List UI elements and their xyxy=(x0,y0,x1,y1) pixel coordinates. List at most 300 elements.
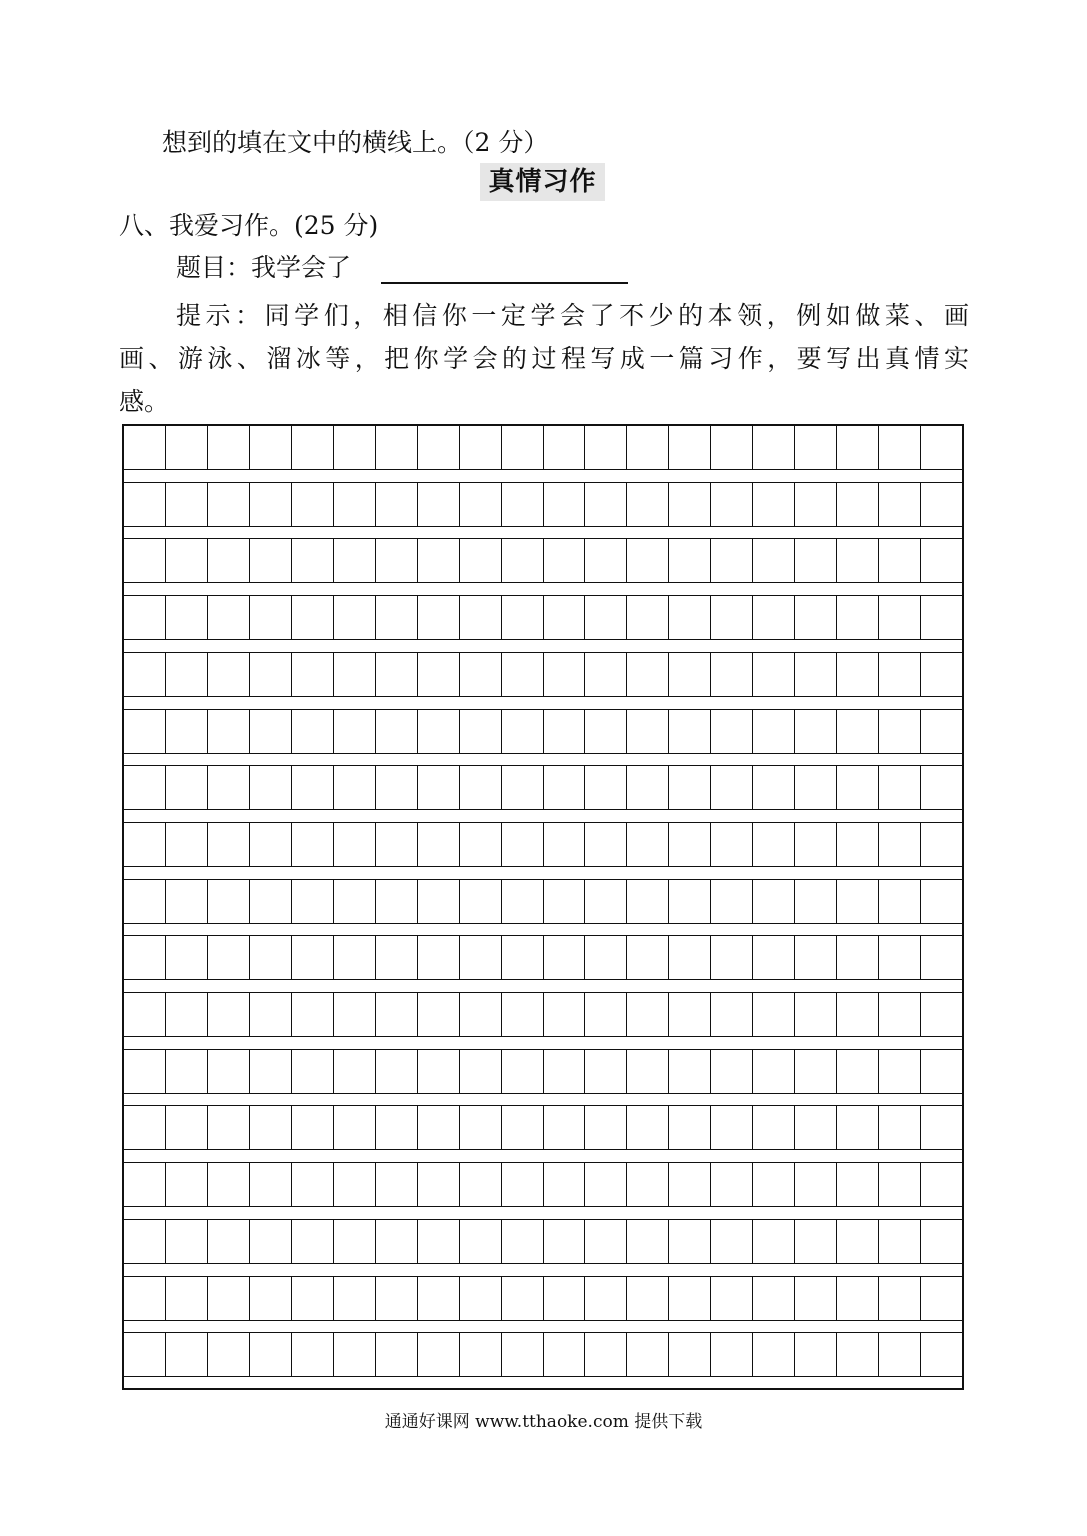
grid-cell[interactable] xyxy=(418,993,460,1036)
grid-cell[interactable] xyxy=(795,766,837,809)
grid-cell[interactable] xyxy=(292,539,334,582)
grid-cell[interactable] xyxy=(376,1333,418,1376)
grid-cell[interactable] xyxy=(711,653,753,696)
grid-cell[interactable] xyxy=(502,596,544,639)
grid-cell[interactable] xyxy=(753,1277,795,1320)
grid-cell[interactable] xyxy=(795,596,837,639)
grid-cell[interactable] xyxy=(669,483,711,526)
grid-cell[interactable] xyxy=(376,880,418,923)
grid-cell[interactable] xyxy=(544,483,586,526)
grid-cell[interactable] xyxy=(669,880,711,923)
grid-cell[interactable] xyxy=(585,653,627,696)
grid-cell[interactable] xyxy=(669,1163,711,1206)
grid-cell[interactable] xyxy=(166,539,208,582)
grid-cell[interactable] xyxy=(292,1277,334,1320)
grid-cell[interactable] xyxy=(544,1163,586,1206)
grid-cell[interactable] xyxy=(879,1220,921,1263)
grid-cell[interactable] xyxy=(460,880,502,923)
grid-cell[interactable] xyxy=(837,1050,879,1093)
grid-cell[interactable] xyxy=(502,823,544,866)
grid-cell[interactable] xyxy=(376,823,418,866)
grid-cell[interactable] xyxy=(585,539,627,582)
grid-cell[interactable] xyxy=(292,653,334,696)
grid-cell[interactable] xyxy=(585,1277,627,1320)
grid-cell[interactable] xyxy=(879,710,921,753)
grid-cell[interactable] xyxy=(166,1106,208,1149)
grid-cell[interactable] xyxy=(208,823,250,866)
grid-cell[interactable] xyxy=(292,1050,334,1093)
grid-cell[interactable] xyxy=(250,880,292,923)
grid-cell[interactable] xyxy=(753,426,795,469)
grid-cell[interactable] xyxy=(837,1106,879,1149)
grid-cell[interactable] xyxy=(376,596,418,639)
grid-cell[interactable] xyxy=(795,1050,837,1093)
grid-cell[interactable] xyxy=(250,1050,292,1093)
grid-cell[interactable] xyxy=(124,1220,166,1263)
grid-cell[interactable] xyxy=(753,936,795,979)
grid-cell[interactable] xyxy=(460,596,502,639)
grid-cell[interactable] xyxy=(502,1163,544,1206)
grid-cell[interactable] xyxy=(166,596,208,639)
grid-cell[interactable] xyxy=(292,426,334,469)
grid-cell[interactable] xyxy=(418,1050,460,1093)
grid-cell[interactable] xyxy=(669,1106,711,1149)
grid-cell[interactable] xyxy=(418,823,460,866)
grid-cell[interactable] xyxy=(376,936,418,979)
grid-cell[interactable] xyxy=(208,653,250,696)
grid-cell[interactable] xyxy=(124,539,166,582)
grid-cell[interactable] xyxy=(921,1220,962,1263)
grid-cell[interactable] xyxy=(753,596,795,639)
grid-cell[interactable] xyxy=(627,483,669,526)
grid-cell[interactable] xyxy=(879,936,921,979)
grid-cell[interactable] xyxy=(334,653,376,696)
grid-cell[interactable] xyxy=(669,766,711,809)
grid-cell[interactable] xyxy=(879,1050,921,1093)
grid-cell[interactable] xyxy=(208,936,250,979)
grid-cell[interactable] xyxy=(795,483,837,526)
grid-cell[interactable] xyxy=(795,710,837,753)
grid-cell[interactable] xyxy=(753,483,795,526)
grid-cell[interactable] xyxy=(627,426,669,469)
grid-cell[interactable] xyxy=(250,1163,292,1206)
grid-cell[interactable] xyxy=(418,936,460,979)
grid-cell[interactable] xyxy=(208,1333,250,1376)
grid-cell[interactable] xyxy=(292,766,334,809)
grid-cell[interactable] xyxy=(921,539,962,582)
grid-cell[interactable] xyxy=(208,1050,250,1093)
grid-cell[interactable] xyxy=(334,710,376,753)
grid-cell[interactable] xyxy=(334,936,376,979)
grid-cell[interactable] xyxy=(418,426,460,469)
grid-cell[interactable] xyxy=(627,880,669,923)
grid-cell[interactable] xyxy=(544,1220,586,1263)
grid-cell[interactable] xyxy=(879,653,921,696)
grid-cell[interactable] xyxy=(544,766,586,809)
grid-cell[interactable] xyxy=(124,823,166,866)
grid-cell[interactable] xyxy=(544,596,586,639)
grid-cell[interactable] xyxy=(627,1333,669,1376)
grid-cell[interactable] xyxy=(585,823,627,866)
grid-cell[interactable] xyxy=(921,1333,962,1376)
grid-cell[interactable] xyxy=(753,710,795,753)
grid-cell[interactable] xyxy=(250,936,292,979)
grid-cell[interactable] xyxy=(753,1333,795,1376)
grid-cell[interactable] xyxy=(376,993,418,1036)
grid-cell[interactable] xyxy=(124,653,166,696)
grid-cell[interactable] xyxy=(544,936,586,979)
grid-cell[interactable] xyxy=(627,1050,669,1093)
grid-cell[interactable] xyxy=(376,1277,418,1320)
grid-cell[interactable] xyxy=(418,1163,460,1206)
grid-cell[interactable] xyxy=(376,483,418,526)
grid-cell[interactable] xyxy=(837,653,879,696)
grid-cell[interactable] xyxy=(627,653,669,696)
grid-cell[interactable] xyxy=(376,539,418,582)
grid-cell[interactable] xyxy=(753,1163,795,1206)
grid-cell[interactable] xyxy=(753,1106,795,1149)
grid-cell[interactable] xyxy=(879,993,921,1036)
grid-cell[interactable] xyxy=(166,653,208,696)
grid-cell[interactable] xyxy=(795,936,837,979)
grid-cell[interactable] xyxy=(627,1220,669,1263)
grid-cell[interactable] xyxy=(544,880,586,923)
grid-cell[interactable] xyxy=(460,653,502,696)
grid-cell[interactable] xyxy=(921,596,962,639)
grid-cell[interactable] xyxy=(166,710,208,753)
grid-cell[interactable] xyxy=(669,823,711,866)
grid-cell[interactable] xyxy=(544,1333,586,1376)
grid-cell[interactable] xyxy=(669,596,711,639)
grid-cell[interactable] xyxy=(711,880,753,923)
grid-cell[interactable] xyxy=(795,1220,837,1263)
grid-cell[interactable] xyxy=(376,1050,418,1093)
grid-cell[interactable] xyxy=(711,823,753,866)
grid-cell[interactable] xyxy=(669,1220,711,1263)
grid-cell[interactable] xyxy=(921,936,962,979)
grid-cell[interactable] xyxy=(837,539,879,582)
grid-cell[interactable] xyxy=(334,1163,376,1206)
grid-cell[interactable] xyxy=(669,993,711,1036)
grid-cell[interactable] xyxy=(879,596,921,639)
grid-cell[interactable] xyxy=(376,710,418,753)
grid-cell[interactable] xyxy=(124,483,166,526)
grid-cell[interactable] xyxy=(334,1050,376,1093)
grid-cell[interactable] xyxy=(627,596,669,639)
grid-cell[interactable] xyxy=(418,766,460,809)
grid-cell[interactable] xyxy=(502,653,544,696)
grid-cell[interactable] xyxy=(585,710,627,753)
grid-cell[interactable] xyxy=(837,993,879,1036)
grid-cell[interactable] xyxy=(250,539,292,582)
grid-cell[interactable] xyxy=(921,766,962,809)
grid-cell[interactable] xyxy=(250,596,292,639)
grid-cell[interactable] xyxy=(460,483,502,526)
grid-cell[interactable] xyxy=(292,1106,334,1149)
grid-cell[interactable] xyxy=(250,1106,292,1149)
grid-cell[interactable] xyxy=(711,1106,753,1149)
grid-cell[interactable] xyxy=(376,426,418,469)
grid-cell[interactable] xyxy=(124,993,166,1036)
grid-cell[interactable] xyxy=(669,1050,711,1093)
grid-cell[interactable] xyxy=(795,426,837,469)
grid-cell[interactable] xyxy=(544,1050,586,1093)
grid-cell[interactable] xyxy=(460,1106,502,1149)
grid-cell[interactable] xyxy=(837,483,879,526)
grid-cell[interactable] xyxy=(166,936,208,979)
grid-cell[interactable] xyxy=(166,1050,208,1093)
grid-cell[interactable] xyxy=(460,936,502,979)
grid-cell[interactable] xyxy=(837,1220,879,1263)
grid-cell[interactable] xyxy=(711,426,753,469)
grid-cell[interactable] xyxy=(585,1163,627,1206)
grid-cell[interactable] xyxy=(879,766,921,809)
grid-cell[interactable] xyxy=(418,1333,460,1376)
grid-cell[interactable] xyxy=(124,936,166,979)
grid-cell[interactable] xyxy=(711,936,753,979)
grid-cell[interactable] xyxy=(795,823,837,866)
grid-cell[interactable] xyxy=(837,936,879,979)
grid-cell[interactable] xyxy=(879,539,921,582)
grid-cell[interactable] xyxy=(585,1333,627,1376)
grid-cell[interactable] xyxy=(544,426,586,469)
grid-cell[interactable] xyxy=(753,993,795,1036)
grid-cell[interactable] xyxy=(292,596,334,639)
grid-cell[interactable] xyxy=(250,766,292,809)
grid-cell[interactable] xyxy=(208,483,250,526)
grid-cell[interactable] xyxy=(921,426,962,469)
grid-cell[interactable] xyxy=(585,426,627,469)
grid-cell[interactable] xyxy=(921,710,962,753)
grid-cell[interactable] xyxy=(124,1163,166,1206)
grid-cell[interactable] xyxy=(795,653,837,696)
grid-cell[interactable] xyxy=(544,653,586,696)
grid-cell[interactable] xyxy=(711,1163,753,1206)
grid-cell[interactable] xyxy=(921,1106,962,1149)
grid-cell[interactable] xyxy=(208,596,250,639)
grid-cell[interactable] xyxy=(585,1220,627,1263)
grid-cell[interactable] xyxy=(460,993,502,1036)
grid-cell[interactable] xyxy=(292,1333,334,1376)
grid-cell[interactable] xyxy=(460,1220,502,1263)
grid-cell[interactable] xyxy=(166,1277,208,1320)
grid-cell[interactable] xyxy=(585,596,627,639)
grid-cell[interactable] xyxy=(921,1050,962,1093)
grid-cell[interactable] xyxy=(418,1106,460,1149)
grid-cell[interactable] xyxy=(544,993,586,1036)
grid-cell[interactable] xyxy=(753,880,795,923)
grid-cell[interactable] xyxy=(627,1277,669,1320)
grid-cell[interactable] xyxy=(250,1277,292,1320)
grid-cell[interactable] xyxy=(124,426,166,469)
grid-cell[interactable] xyxy=(837,1333,879,1376)
grid-cell[interactable] xyxy=(837,823,879,866)
grid-cell[interactable] xyxy=(795,1277,837,1320)
grid-cell[interactable] xyxy=(795,993,837,1036)
grid-cell[interactable] xyxy=(669,1333,711,1376)
grid-cell[interactable] xyxy=(585,880,627,923)
grid-cell[interactable] xyxy=(334,483,376,526)
grid-cell[interactable] xyxy=(544,1106,586,1149)
grid-cell[interactable] xyxy=(921,1163,962,1206)
grid-cell[interactable] xyxy=(166,993,208,1036)
grid-cell[interactable] xyxy=(502,1333,544,1376)
grid-cell[interactable] xyxy=(627,823,669,866)
grid-cell[interactable] xyxy=(124,710,166,753)
grid-cell[interactable] xyxy=(124,1277,166,1320)
grid-cell[interactable] xyxy=(921,483,962,526)
grid-cell[interactable] xyxy=(502,766,544,809)
grid-cell[interactable] xyxy=(753,1220,795,1263)
grid-cell[interactable] xyxy=(795,1106,837,1149)
grid-cell[interactable] xyxy=(837,596,879,639)
grid-cell[interactable] xyxy=(711,993,753,1036)
grid-cell[interactable] xyxy=(208,993,250,1036)
grid-cell[interactable] xyxy=(879,1106,921,1149)
grid-cell[interactable] xyxy=(166,880,208,923)
grid-cell[interactable] xyxy=(627,1163,669,1206)
grid-cell[interactable] xyxy=(753,653,795,696)
grid-cell[interactable] xyxy=(334,823,376,866)
grid-cell[interactable] xyxy=(292,993,334,1036)
grid-cell[interactable] xyxy=(334,1220,376,1263)
grid-cell[interactable] xyxy=(921,823,962,866)
grid-cell[interactable] xyxy=(669,426,711,469)
grid-cell[interactable] xyxy=(837,766,879,809)
grid-cell[interactable] xyxy=(795,539,837,582)
grid-cell[interactable] xyxy=(376,1106,418,1149)
grid-cell[interactable] xyxy=(837,1163,879,1206)
grid-cell[interactable] xyxy=(376,1220,418,1263)
grid-cell[interactable] xyxy=(502,426,544,469)
grid-cell[interactable] xyxy=(124,1050,166,1093)
grid-cell[interactable] xyxy=(585,993,627,1036)
grid-cell[interactable] xyxy=(334,766,376,809)
grid-cell[interactable] xyxy=(879,1277,921,1320)
grid-cell[interactable] xyxy=(166,1333,208,1376)
grid-cell[interactable] xyxy=(250,653,292,696)
grid-cell[interactable] xyxy=(250,993,292,1036)
grid-cell[interactable] xyxy=(292,880,334,923)
grid-cell[interactable] xyxy=(208,1220,250,1263)
grid-cell[interactable] xyxy=(753,766,795,809)
grid-cell[interactable] xyxy=(418,710,460,753)
grid-cell[interactable] xyxy=(376,1163,418,1206)
grid-cell[interactable] xyxy=(418,880,460,923)
grid-cell[interactable] xyxy=(879,823,921,866)
grid-cell[interactable] xyxy=(208,426,250,469)
grid-cell[interactable] xyxy=(544,823,586,866)
grid-cell[interactable] xyxy=(837,1277,879,1320)
grid-cell[interactable] xyxy=(585,483,627,526)
grid-cell[interactable] xyxy=(418,1220,460,1263)
grid-cell[interactable] xyxy=(921,1277,962,1320)
grid-cell[interactable] xyxy=(292,823,334,866)
grid-cell[interactable] xyxy=(208,766,250,809)
grid-cell[interactable] xyxy=(627,993,669,1036)
grid-cell[interactable] xyxy=(921,993,962,1036)
grid-cell[interactable] xyxy=(418,1277,460,1320)
grid-cell[interactable] xyxy=(292,710,334,753)
grid-cell[interactable] xyxy=(334,1333,376,1376)
grid-cell[interactable] xyxy=(795,1163,837,1206)
grid-cell[interactable] xyxy=(879,426,921,469)
grid-cell[interactable] xyxy=(544,1277,586,1320)
grid-cell[interactable] xyxy=(334,539,376,582)
grid-cell[interactable] xyxy=(208,880,250,923)
grid-cell[interactable] xyxy=(711,596,753,639)
grid-cell[interactable] xyxy=(627,710,669,753)
grid-cell[interactable] xyxy=(124,1333,166,1376)
grid-cell[interactable] xyxy=(166,823,208,866)
grid-cell[interactable] xyxy=(460,766,502,809)
grid-cell[interactable] xyxy=(418,483,460,526)
grid-cell[interactable] xyxy=(376,766,418,809)
grid-cell[interactable] xyxy=(460,710,502,753)
grid-cell[interactable] xyxy=(208,1277,250,1320)
grid-cell[interactable] xyxy=(334,880,376,923)
grid-cell[interactable] xyxy=(460,1333,502,1376)
grid-cell[interactable] xyxy=(460,1050,502,1093)
grid-cell[interactable] xyxy=(460,1163,502,1206)
grid-cell[interactable] xyxy=(669,653,711,696)
grid-cell[interactable] xyxy=(585,1050,627,1093)
grid-cell[interactable] xyxy=(166,483,208,526)
grid-cell[interactable] xyxy=(124,766,166,809)
grid-cell[interactable] xyxy=(837,880,879,923)
grid-cell[interactable] xyxy=(502,936,544,979)
grid-cell[interactable] xyxy=(418,653,460,696)
grid-cell[interactable] xyxy=(585,1106,627,1149)
grid-cell[interactable] xyxy=(334,596,376,639)
grid-cell[interactable] xyxy=(334,993,376,1036)
grid-cell[interactable] xyxy=(627,766,669,809)
grid-cell[interactable] xyxy=(795,880,837,923)
grid-cell[interactable] xyxy=(460,823,502,866)
grid-cell[interactable] xyxy=(627,1106,669,1149)
grid-cell[interactable] xyxy=(208,710,250,753)
grid-cell[interactable] xyxy=(250,710,292,753)
grid-cell[interactable] xyxy=(166,1220,208,1263)
grid-cell[interactable] xyxy=(502,1050,544,1093)
grid-cell[interactable] xyxy=(166,766,208,809)
grid-cell[interactable] xyxy=(837,710,879,753)
grid-cell[interactable] xyxy=(334,1106,376,1149)
grid-cell[interactable] xyxy=(879,1333,921,1376)
grid-cell[interactable] xyxy=(711,1277,753,1320)
grid-cell[interactable] xyxy=(921,880,962,923)
grid-cell[interactable] xyxy=(502,993,544,1036)
grid-cell[interactable] xyxy=(669,936,711,979)
grid-cell[interactable] xyxy=(124,880,166,923)
grid-cell[interactable] xyxy=(460,1277,502,1320)
grid-cell[interactable] xyxy=(544,539,586,582)
grid-cell[interactable] xyxy=(711,1333,753,1376)
grid-cell[interactable] xyxy=(208,539,250,582)
grid-cell[interactable] xyxy=(502,880,544,923)
grid-cell[interactable] xyxy=(711,1220,753,1263)
grid-cell[interactable] xyxy=(124,596,166,639)
grid-cell[interactable] xyxy=(250,823,292,866)
grid-cell[interactable] xyxy=(753,823,795,866)
grid-cell[interactable] xyxy=(250,483,292,526)
grid-cell[interactable] xyxy=(376,653,418,696)
grid-cell[interactable] xyxy=(711,766,753,809)
grid-cell[interactable] xyxy=(334,426,376,469)
grid-cell[interactable] xyxy=(879,1163,921,1206)
grid-cell[interactable] xyxy=(627,936,669,979)
grid-cell[interactable] xyxy=(711,1050,753,1093)
